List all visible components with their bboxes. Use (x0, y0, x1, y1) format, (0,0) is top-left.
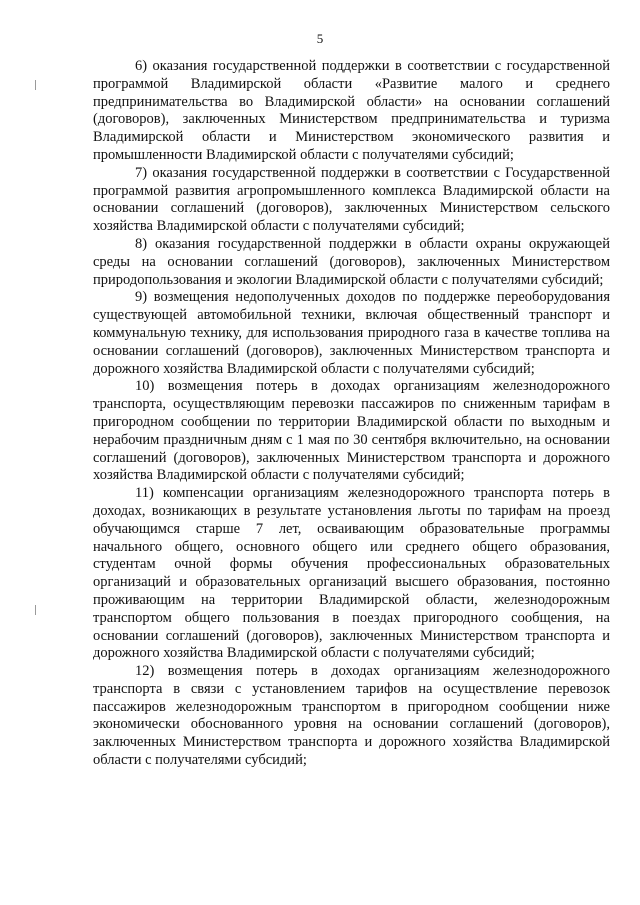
scan-margin-mark (35, 605, 36, 615)
scan-margin-mark (35, 80, 36, 90)
paragraph-item-11: 11) компенсации организациям железнодорожного транспорта потерь в доходах, возникающих в результате установления льготы по тарифам на проезд обучающимся старше 7 лет, осваивающим образовательные программы начального общего, основного общего или среднего общего образования, студентам очной формы обучения профессиональных образовательных организаций и образовательных организаций высшего образования, постоянно проживающим на территории Владимирской области, железнодорожным транспортом общего пользования в поездах пригородного сообщения, на основании соглашений (договоров), заключенных Министерством транспорта и дорожного хозяйства Владимирской области с получателями субсидий; (93, 485, 610, 662)
paragraph-item-6: 6) оказания государственной поддержки в соответствии с государственной программой Владимирской области «Развитие малого и среднего предпринимательства во Владимирской области» на основании соглашений (договоров), заключенных Министерством предпринимательства и туризма Владимирской области и Министерством экономического развития и промышленности Владимирской области с получателями субсидий; (93, 58, 610, 163)
paragraph-item-10: 10) возмещения потерь в доходах организациям железнодорожного транспорта, осуществляющим перевозки пассажиров по сниженным тарифам в пригородном сообщении по территории Владимирской области по выходным и нерабочим праздничным дням с 1 мая по 30 сентября включительно, на основании соглашений (договоров), заключенных Министерством транспорта и дорожного хозяйства Владимирской области с получателями субсидий; (93, 378, 610, 484)
paragraph-item-7: 7) оказания государственной поддержки в соответствии с Государственной программой развития агропромышленного комплекса Владимирской области на основании соглашений (договоров), заключенных Министерством сельского хозяйства Владимирской области с получателями субсидий; (93, 164, 610, 235)
paragraph-item-8: 8) оказания государственной поддержки в области охраны окружающей среды на основании соглашений (договоров), заключенных Министерством природопользования и экологии Владимирской области с получателями субсидий; (93, 235, 610, 288)
page-number: 5 (316, 31, 324, 46)
paragraph-item-9: 9) возмещения недополученных доходов по поддержке переоборудования существующей автомобильной техники, включая общественный транспорт и коммунальную технику, для использования природного газа в качестве топлива на основании соглашений (договоров), заключенных Министерством транспорта и дорожного хозяйства Владимирской области с получателями субсидий; (93, 289, 610, 377)
paragraph-item-12: 12) возмещения потерь в доходах организациям железнодорожного транспорта в связи с установлением тарифов на осуществление перевозок пассажиров железнодорожным транспортом в пригородном сообщении ниже экономически обоснованного уровня на основании соглашений (договоров), заключенных Министерством транспорта и дорожного хозяйства Владимирской области с получателями субсидий; (93, 663, 610, 769)
document-body (93, 58, 610, 770)
